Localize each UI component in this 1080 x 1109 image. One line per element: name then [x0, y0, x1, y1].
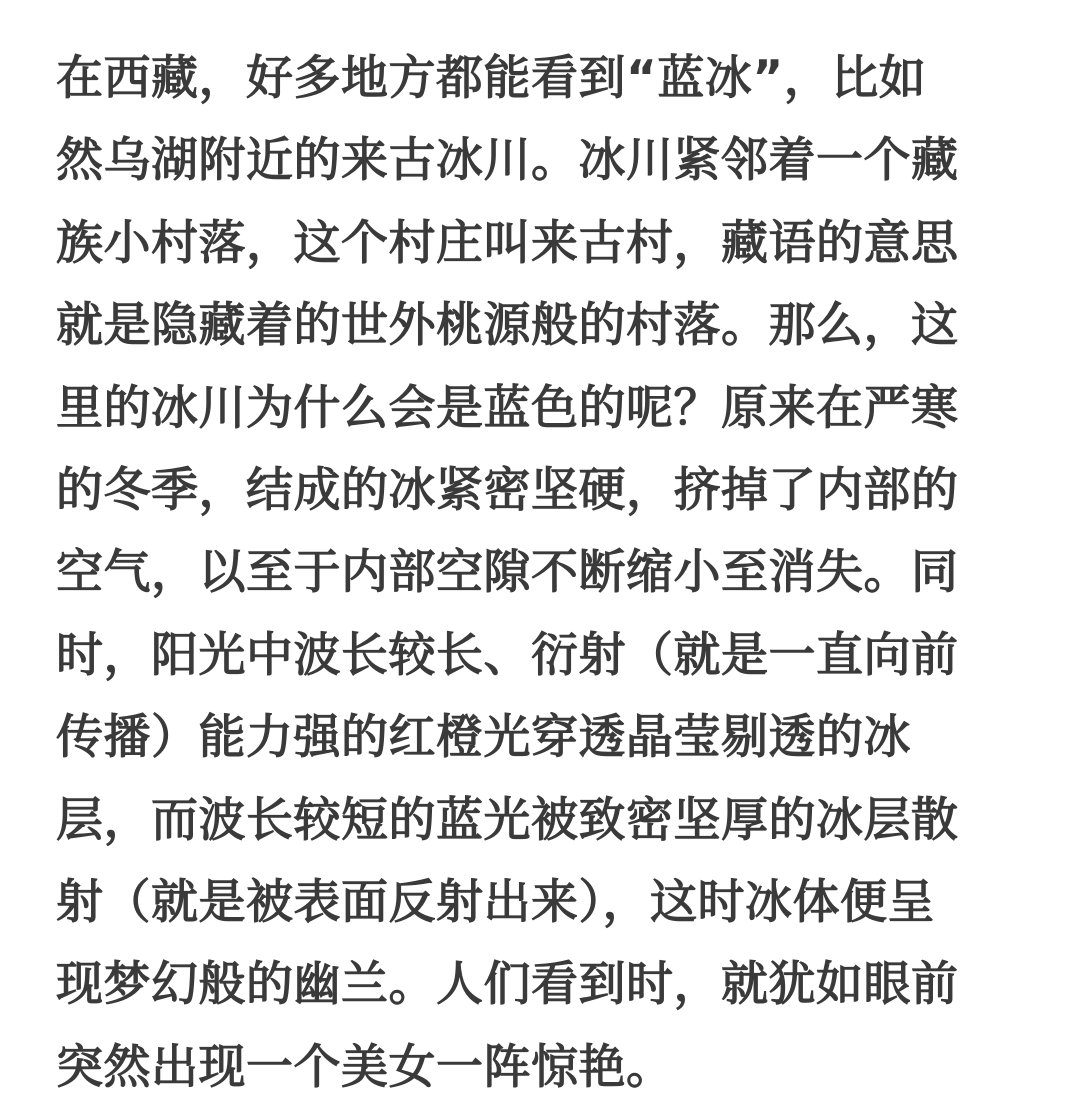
text-line: 在西藏，好多地方都能看到“蓝冰”，比如: [56, 51, 927, 106]
text-line: 射（就是被表面反射出来），这时冰体便呈: [56, 874, 935, 930]
article-body: [56, 38, 1016, 1109]
text-line: 时，阳光中波长较长、衍射（就是一直向前: [56, 627, 959, 683]
text-line: 族小村落，这个村庄叫来古村，藏语的意思: [56, 215, 959, 271]
text-line: 层，而波长较短的蓝光被致密坚厚的冰层散: [56, 792, 959, 848]
text-line: 空气，以至于内部空隙不断缩小至消失。同: [56, 545, 959, 601]
text-line: 的冬季，结成的冰紧密坚硬，挤掉了内部的: [56, 462, 959, 518]
text-line: 里的冰川为什么会是蓝色的呢？原来在严寒: [56, 380, 959, 436]
text-line: 然乌湖附近的来古冰川。冰川紧邻着一个藏: [56, 133, 959, 189]
text-line: 传播）能力强的红橙光穿透晶莹剔透的冰: [56, 710, 911, 766]
text-line: 就是隐藏着的世外桃源般的村落。那么，这: [56, 298, 959, 354]
text-line: 突然出现一个美女一阵惊艳。: [56, 1039, 674, 1095]
text-line: 现梦幻般的幽兰。人们看到时，就犹如眼前: [56, 957, 959, 1013]
